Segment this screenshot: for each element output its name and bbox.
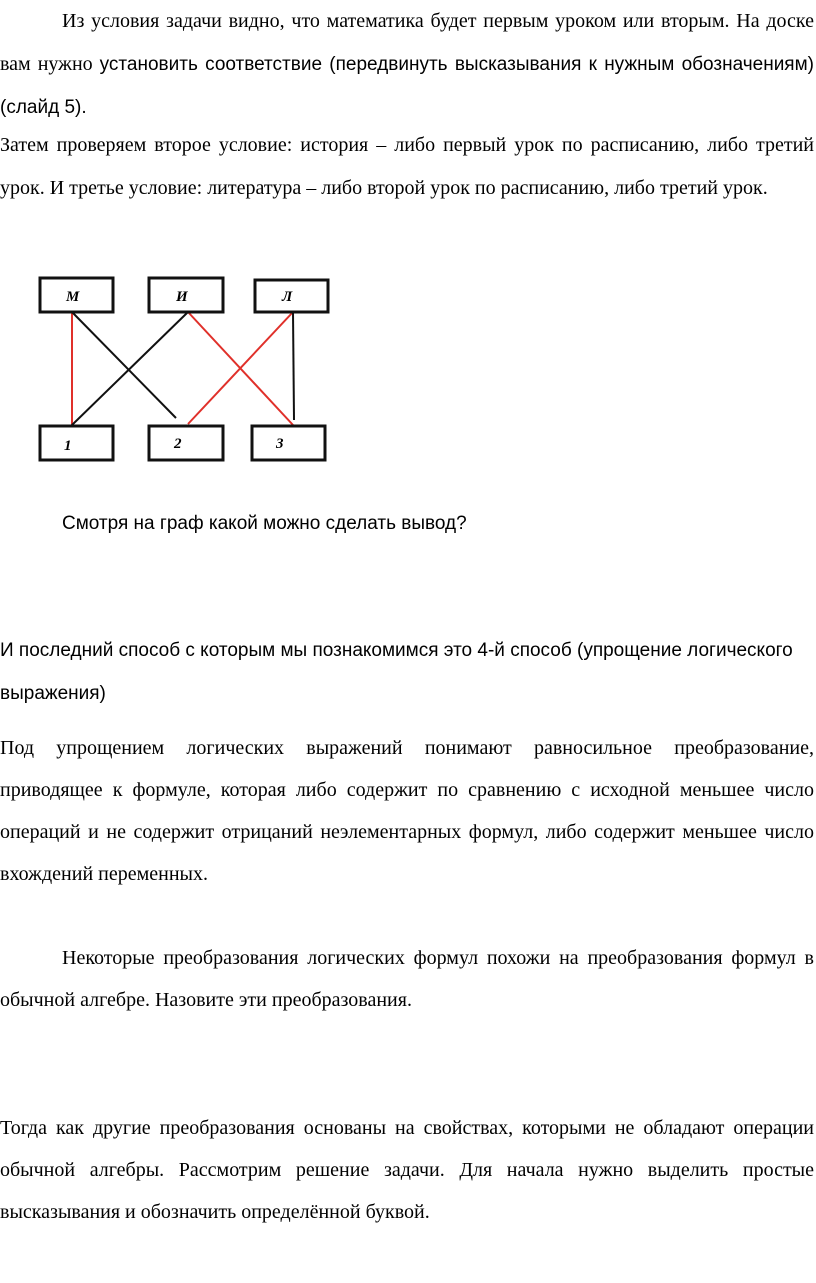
edge-l-3	[293, 312, 294, 420]
node-history-label: И	[176, 289, 188, 305]
paragraph-second-condition: Затем проверяем второе условие: история – либо первый урок по расписанию, либо третий урок. И третье условие: литература – либо второй урок по расписанию, либо третий урок.	[0, 134, 814, 199]
question-graph-conclusion: Смотря на граф какой можно сделать вывод?	[62, 513, 467, 534]
paragraph-other-transformations: Тогда как другие преобразования основаны на свойствах, которыми не обладают операции обычной алгебры. Рассмотрим решение задачи. Для начала нужно выделить простые высказывания и обозначить определённой буквой.	[0, 1117, 814, 1223]
node-lesson-3-label: 3	[276, 436, 284, 452]
node-lesson-1-label: 1	[64, 438, 72, 454]
schedule-graph	[36, 270, 336, 466]
node-lesson-3	[252, 426, 325, 460]
paragraph-text-serif: Из условия задачи видно, что математика будет первым уроком или вторым. На доске вам нужно	[0, 10, 814, 75]
paragraph-fourth-method: И последний способ с которым мы познакомимся это 4-й способ (упрощение логического выражения)	[0, 640, 793, 704]
node-literature	[255, 280, 328, 312]
paragraph-text-sans: установить соответствие (передвинуть высказывания к нужным обозначениям) (слайд 5).	[0, 54, 814, 118]
node-literature-label: Л	[282, 289, 293, 305]
node-math-label: М	[66, 289, 80, 305]
paragraph-math-condition	[0, 0, 814, 129]
node-lesson-2	[149, 426, 223, 460]
node-lesson-2-label: 2	[174, 436, 182, 452]
node-math	[40, 278, 113, 312]
paragraph-simplification-definition: Под упрощением логических выражений понимают равносильное преобразование, приводящее к формуле, которая либо содержит по сравнению с исходной меньшее число операций и не содержит отрицаний неэлементарных формул, либо содержит меньшее число вхождений переменных.	[0, 737, 814, 885]
paragraph-algebra-analogy: Некоторые преобразования логических формул похожи на преобразования формул в обычной алгебре. Назовите эти преобразования.	[0, 947, 814, 1011]
edge-m-2	[72, 312, 176, 418]
node-history	[149, 278, 223, 312]
node-lesson-1	[40, 426, 113, 460]
